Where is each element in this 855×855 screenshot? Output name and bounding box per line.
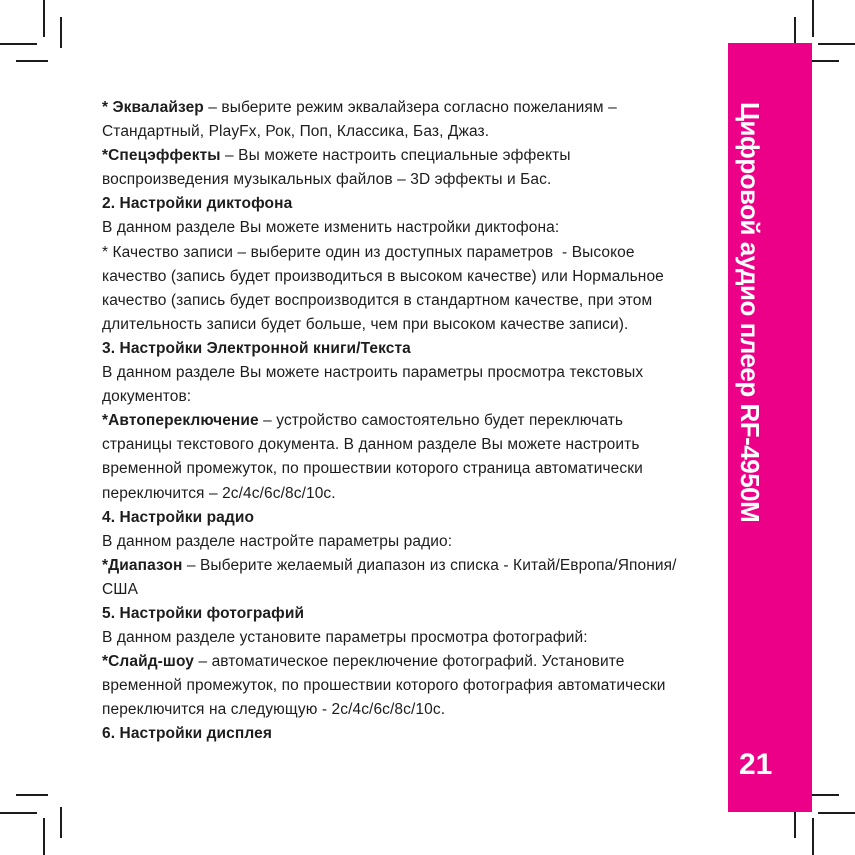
crop-mark bbox=[812, 818, 814, 855]
text-line: *Автопереключение – устройство самостоятельно будет переключать bbox=[102, 412, 624, 430]
text-line-bold-lead: 5. Настройки фотографий bbox=[102, 604, 305, 622]
sidebar-title: Цифровой аудио плеер RF-4950M bbox=[735, 102, 765, 523]
crop-mark bbox=[43, 0, 45, 37]
text-line: В данном разделе установите параметры просмотра фотографий: bbox=[102, 629, 588, 647]
text-line: временной промежуток, по прошествии которого фотография автоматически bbox=[102, 677, 666, 695]
crop-mark bbox=[0, 812, 37, 814]
text-line: качество (запись будет воспроизводится в стандартном качестве, при этом bbox=[102, 291, 653, 309]
crop-mark bbox=[16, 794, 48, 796]
crop-mark bbox=[0, 43, 37, 45]
text-line: *Диапазон – Выберите желаемый диапазон из списка - Китай/Европа/Япония/ bbox=[102, 556, 677, 574]
sidebar-band bbox=[728, 43, 812, 812]
text-line: документов: bbox=[102, 388, 192, 406]
text-line: *Слайд-шоу – автоматическое переключение фотографий. Установите bbox=[102, 653, 625, 671]
crop-mark bbox=[818, 43, 855, 45]
crop-mark bbox=[812, 0, 814, 37]
text-line: переключится на следующую - 2с/4с/6с/8с/10с. bbox=[102, 701, 446, 719]
text-line bbox=[102, 337, 720, 361]
text-line: В данном разделе Вы можете изменить настройки диктофона: bbox=[102, 219, 560, 237]
text-line-bold-lead: *Слайд-шоу bbox=[102, 653, 195, 671]
text-line: переключится – 2с/4с/6с/8с/10с. bbox=[102, 484, 336, 502]
crop-mark bbox=[16, 60, 48, 62]
text-line bbox=[102, 722, 720, 746]
text-line: страницы текстового документа. В данном разделе Вы можете настроить bbox=[102, 436, 640, 454]
text-line-bold-lead: 4. Настройки радио bbox=[102, 508, 255, 526]
text-line: * Эквалайзер – выберите режим эквалайзера согласно пожеланиям – bbox=[102, 99, 617, 116]
text-line-bold-lead: *Спецэффекты bbox=[102, 147, 221, 165]
text-line bbox=[102, 602, 720, 626]
text-line: США bbox=[102, 580, 139, 598]
text-line-bold-lead: 2. Настройки диктофона bbox=[102, 195, 293, 213]
text-line-bold-lead: *Диапазон bbox=[102, 556, 183, 574]
text-line: временной промежуток, по прошествии которого страница автоматически bbox=[102, 460, 643, 478]
crop-mark bbox=[818, 812, 855, 814]
text-line-bold-lead: *Автопереключение bbox=[102, 412, 259, 430]
text-line: Стандартный, PlayFx, Рок, Поп, Классика, Баз, Джаз. bbox=[102, 123, 490, 141]
crop-mark bbox=[60, 17, 62, 48]
text-line: воспроизведения музыкальных файлов – 3D эффекты и Бас. bbox=[102, 171, 552, 189]
text-line: длительность записи будет больше, чем при высоком качестве записи). bbox=[102, 315, 629, 333]
text-line-bold-lead: 3. Настройки Электронной книги/Текста bbox=[102, 339, 411, 357]
crop-mark bbox=[60, 807, 62, 838]
text-line: * Качество записи – выберите один из доступных параметров - Высокое bbox=[102, 243, 635, 261]
text-line: В данном разделе Вы можете настроить параметры просмотра текстовых bbox=[102, 364, 644, 382]
text-line bbox=[102, 192, 720, 216]
text-line: В данном разделе настройте параметры радио: bbox=[102, 532, 453, 550]
crop-mark bbox=[43, 818, 45, 855]
text-line: качество (запись будет производиться в высоком качестве) или Нормальное bbox=[102, 267, 664, 285]
body-text bbox=[102, 96, 720, 747]
page-number: 21 bbox=[739, 748, 773, 781]
text-line bbox=[102, 506, 720, 530]
text-line: *Спецэффекты – Вы можете настроить специальные эффекты bbox=[102, 147, 571, 165]
text-line-bold-lead: * Эквалайзер bbox=[102, 99, 204, 116]
text-line-bold-lead: 6. Настройки дисплея bbox=[102, 725, 272, 743]
